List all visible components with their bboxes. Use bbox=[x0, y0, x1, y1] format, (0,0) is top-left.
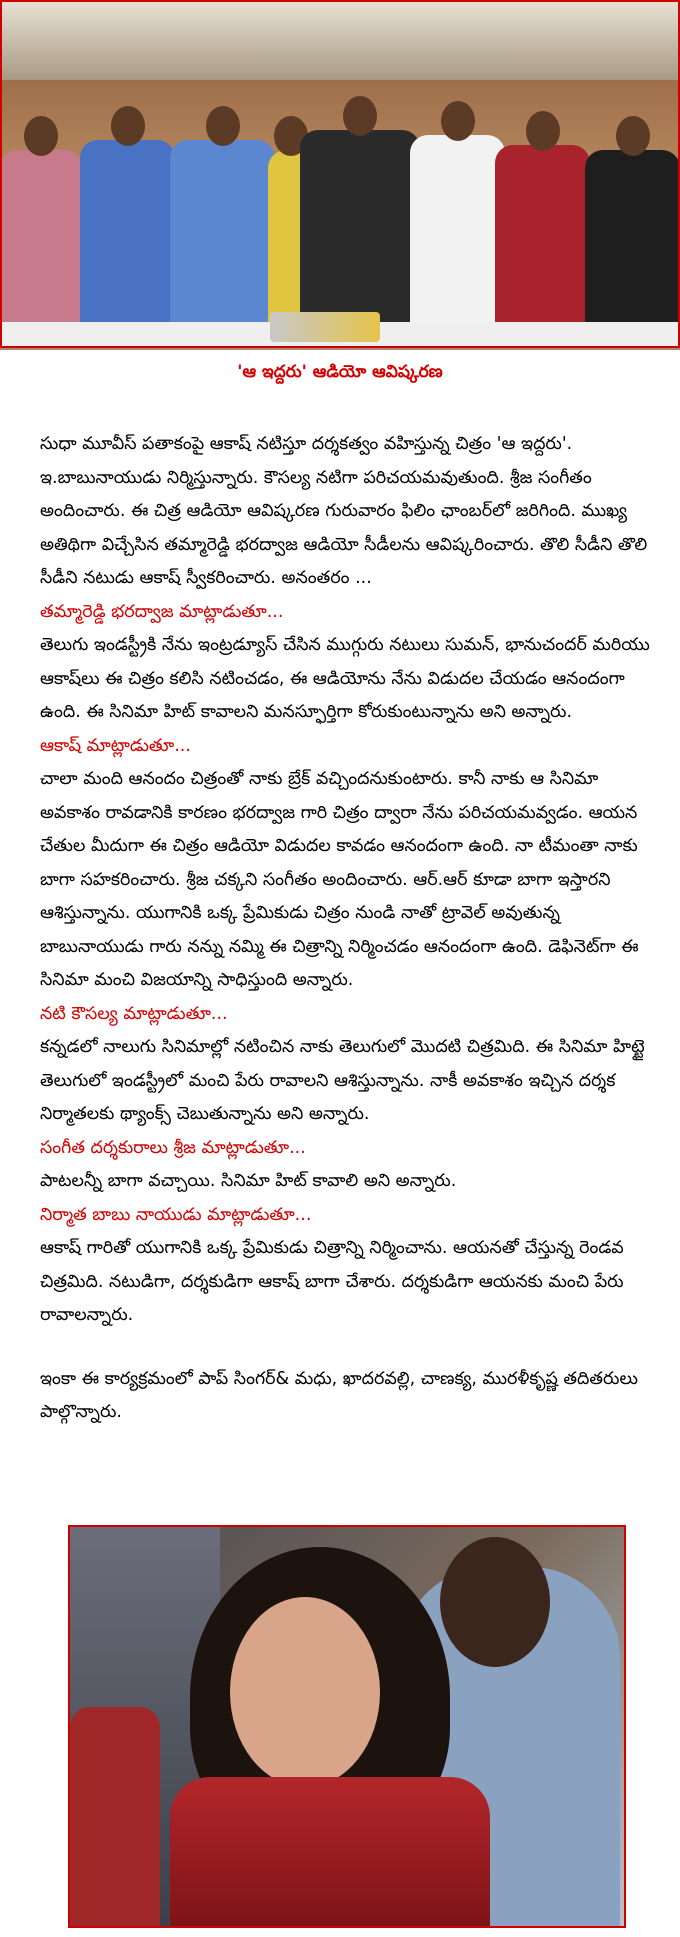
subheading-akash: ఆకాష్ మాట్లాడుతూ... bbox=[40, 735, 191, 756]
paragraph-kausalya: కన్నడలో నాలుగు సినిమాల్లో నటించిన నాకు తెలుగులో మొదటి చిత్రమిది. ఈ సినిమా హిట్టై తెలుగులో ఇండస్ట్రీలో మంచి పేరు రావాలని ఆశిస్తున్నాను. నాకీ అవకాశం ఇచ్చిన దర్శక నిర్మాతలకు థ్యాంక్స్ చెబుతున్నాను అని అన్నారు. bbox=[40, 1037, 645, 1124]
photo-person-head bbox=[440, 1537, 550, 1667]
subheading-kausalya: నటి కౌసల్య మాట్లాడుతూ... bbox=[40, 1003, 228, 1024]
paragraph-bharadwaja: తెలుగు ఇండస్ట్రీకి నేను ఇంట్రడ్యూస్ చేసిన ముగ్గురు నటులు సుమన్, భానుచందర్ మరియు ఆకాష్‌లు ఈ చిత్రం కలిసి నటించడం, ఈ ఆడియోను నేను విడుదల చేయడం ఆనందంగా ఉంది. ఈ సినిమా హిట్ కావాలని మనస్ఫూర్తిగా కోరుకుంటున్నాను అని అన్నారు. bbox=[40, 635, 650, 722]
paragraph-akash: చాలా మంది ఆనందం చిత్రంతో నాకు బ్రేక్ వచ్చిందనుకుంటారు. కానీ నాకు ఆ సినిమా అవకాశం రావడానికి కారణం భరద్వాజ గారి చిత్రం ద్వారా నేను పరిచయమవ్వడం. ఆయన చేతుల మీదుగా ఈ చిత్రం ఆడియో విడుదల కావడం ఆనందంగా ఉంది. నా టీమంతా నాకు బాగా సహకరించారు. శ్రీజ చక్కని సంగీతం అందించారు. ఆర్.ఆర్ కూడా బాగా ఇస్తారని ఆశిస్తున్నాను. యుగానికి ఒక్క ప్రేమికుడు చిత్రం నుండి నాతో ట్రావెల్ అవుతున్న బాబునాయుడు గారు నన్ను నమ్మి ఈ చిత్రాన్ని నిర్మించడం ఆనందంగా ఉంది. డెఫినెట్‌గా ఈ సినిమా మంచి విజయాన్ని సాధిస్తుంది అన్నారు. bbox=[40, 769, 639, 990]
paragraph-gap bbox=[40, 1333, 650, 1363]
event-photo bbox=[0, 0, 680, 350]
article-closing: ఇంకా ఈ కార్యక్రమంలో పాప్ సింగర్& మధు, ఖాదరవల్లి, చాణక్య, మురళీకృష్ణ తదితరులు పాల్గొన్నారు. bbox=[40, 1368, 638, 1422]
paragraph-babu-naidu: ఆకాష్ గారితో యుగానికి ఒక్క ప్రేమికుడు చిత్రాన్ని నిర్మించాను. ఆయనతో చేస్తున్న రెండవ చిత్రమిది. నటుడిగా, దర్శకుడిగా ఆకాష్ బాగా చేశారు. దర్శకుడిగా ఆయనకు మంచి పేరు రావాలన్నారు. bbox=[40, 1238, 624, 1325]
article-headline: 'ఆ ఇద్దరు' ఆడియో ఆవిష్కరణ bbox=[237, 362, 443, 382]
photo-subject-face bbox=[230, 1597, 380, 1787]
subheading-bharadwaja: తమ్మారెడ్డి భరద్వాజ మాట్లాడుతూ... bbox=[40, 601, 284, 622]
paragraph-sreeja: పాటలన్నీ బాగా వచ్చాయి. సినిమా హిట్ కావాలి అని అన్నారు. bbox=[40, 1171, 457, 1191]
subheading-sreeja: సంగీత దర్శకురాలు శ్రీజ మాట్లాడుతూ... bbox=[40, 1137, 306, 1158]
photo-frame bbox=[0, 0, 680, 348]
subheading-babu-naidu: నిర్మాత బాబు నాయుడు మాట్లాడుతూ... bbox=[40, 1204, 312, 1225]
photo-chair bbox=[70, 1707, 160, 1928]
portrait-photo bbox=[68, 1525, 626, 1928]
photo-subject-saree bbox=[170, 1777, 490, 1928]
article-body bbox=[40, 428, 650, 1430]
article-intro: సుధా మూవీస్ పతాకంపై ఆకాష్ నటిస్తూ దర్శకత్వం వహిస్తున్న చిత్రం 'ఆ ఇద్దరు'. ఇ.బాబునాయుడు నిర్మిస్తున్నారు. కౌసల్య నటిగా పరిచయమవుతుంది. శ్రీజ సంగీతం అందించారు. ఈ చిత్ర ఆడియో ఆవిష్కరణ గురువారం ఫిలిం ఛాంబర్‌లో జరిగింది. ముఖ్య అతిథిగా విచ్చేసిన తమ్మారెడ్డి భరద్వాజ ఆడియో సీడీలను ఆవిష్కరించారు. తొలి సీడీని తొలి సీడీని నటుడు ఆకాష్ స్వీకరించారు. అనంతరం ... bbox=[40, 434, 648, 588]
